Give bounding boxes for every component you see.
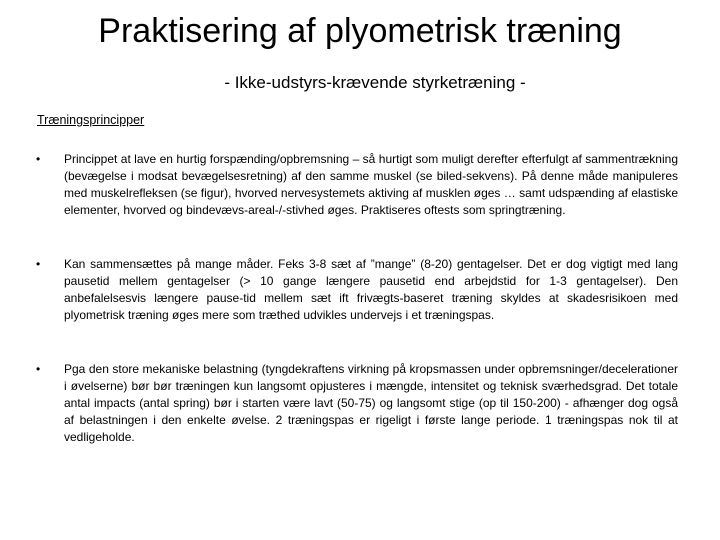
bullet-text: Kan sammensættes på mange måder. Feks 3-8 sæt af ”mange” (8-20) gentagelser. Det er dog vigtigt med lang pausetid mellem gentagelser (> 10 gange længere pausetid end arbejdstid for 1-3 gentagelser). Den anbefalelsesvis længere pause-tid mellem sæt ift frivægts-baseret træning skyldes at skadesrisikoen med plyometrisk træning øges mere som træthed udvikles undervejs i et træningspas.	[64, 257, 678, 322]
slide-title: Praktisering af plyometrisk træning	[98, 12, 622, 50]
bullet-item	[30, 151, 678, 219]
bullet-item	[30, 361, 678, 446]
bullet-item	[30, 256, 678, 324]
bullet-marker: •	[36, 362, 41, 376]
bullet-list	[30, 151, 678, 483]
bullet-marker: •	[36, 152, 41, 166]
bullet-text: Princippet at lave en hurtig forspænding/opbremsning – så hurtigt som muligt derefter efterfulgt af sammentrækning (bevægelse i modsat bevægelsesretning) af den samme muskel (se biled-sekvens). På denne måde manipuleres med muskelrefleksen (se figur), hvorved nervesystemets aktiving af musklen øges … samt udspænding af elastiske elementer, hvorved og bindevævs-areal-/-stivhed øges. Praktiseres oftests som springtræning.	[64, 152, 678, 217]
bullet-text: Pga den store mekaniske belastning (tyngdekraftens virkning på kropsmassen under opbremsninger/decelerationer i øvelserne) bør bør træningen kun langsomt opjusteres i mængde, intensitet og teknisk sværhedsgrad. Det totale antal impacts (antal spring) bør i starten være lavt (50-75) og langsomt stige (op til 150-200) - afhænger dog også af belastningen i den enkelte øvelse. 2 træningspas er rigeligt i første lange periode. 1 træningspas nok til at vedligeholde.	[64, 362, 678, 444]
bullet-marker: •	[36, 257, 41, 271]
slide-subtitle: - Ikke-udstyrs-krævende styrketræning -	[224, 73, 526, 92]
section-heading: Træningsprincipper	[37, 113, 145, 127]
